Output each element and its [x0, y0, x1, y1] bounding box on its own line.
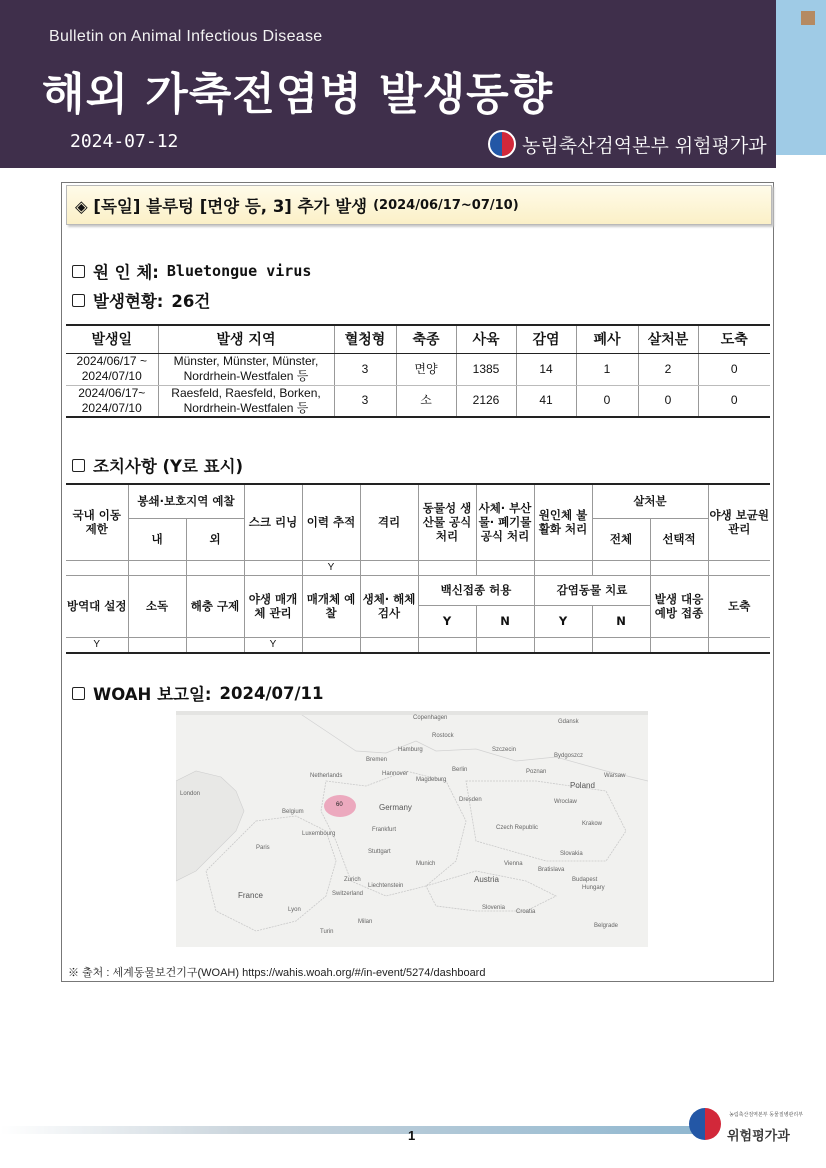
checkbox-icon	[72, 265, 85, 278]
table-row	[66, 637, 770, 653]
cell-serotype: 3	[334, 353, 396, 385]
header-product: 동물성 생산물 공식 처리	[418, 484, 476, 560]
measure-cell	[244, 560, 302, 575]
outbreak-count: 60	[336, 802, 343, 808]
status-line	[72, 288, 210, 312]
pathogen-label: 원 인 체:	[93, 263, 159, 282]
measures-table	[66, 483, 770, 654]
map-label: Szczecin	[492, 747, 517, 753]
col-header: 감염	[516, 325, 576, 353]
measure-cell	[708, 560, 770, 575]
header-vector-surv: 매개체 예찰	[302, 575, 360, 637]
map-label: Wroclaw	[554, 799, 577, 805]
bulletin-subtitle: Bulletin on Animal Infectious Disease	[49, 28, 323, 45]
item-title	[66, 185, 772, 225]
header-culling: 살처분	[592, 484, 708, 518]
status-value: 26건	[171, 292, 211, 311]
footer-org: 농림축산검역본부 동물질병관리부	[729, 1112, 804, 1118]
header-treat-n: N	[592, 605, 650, 637]
measure-cell	[66, 560, 128, 575]
map-label: Magdeburg	[416, 777, 447, 783]
page-title: 해외 가축전염병 발생동향	[42, 69, 554, 120]
measures-heading	[72, 453, 243, 477]
map-label: Hannover	[382, 771, 409, 777]
map-label: Gdansk	[558, 719, 579, 725]
map-label: Milan	[358, 919, 373, 925]
measure-cell: Y	[244, 637, 302, 653]
header-wild: 야생 보균원 관리	[708, 484, 770, 560]
measure-cell: Y	[66, 637, 128, 653]
table-row	[66, 353, 770, 385]
map-label: Bratislava	[538, 867, 565, 873]
woah-line	[72, 681, 323, 705]
map-label: Paris	[256, 845, 270, 851]
table-row	[66, 560, 770, 575]
cell-dead: 1	[576, 353, 638, 385]
map-label: Turin	[320, 929, 334, 935]
footer-bar	[0, 1126, 705, 1134]
map-label: Hungary	[582, 885, 605, 891]
report-box	[61, 182, 774, 982]
cell-culled: 0	[638, 385, 698, 417]
measure-cell	[360, 560, 418, 575]
map-label: Vienna	[504, 861, 523, 867]
cell-region: Raesfeld, Raesfeld, Borken, Nordrhein-Westfalen 등	[158, 385, 334, 417]
map-label: Germany	[379, 803, 412, 812]
measure-cell	[186, 560, 244, 575]
map-label: Munich	[416, 861, 436, 867]
map-label: Dresden	[459, 797, 482, 803]
taegeuk-logo-icon	[488, 130, 516, 158]
header-pest: 해충 구제	[186, 575, 244, 637]
map-label: Switzerland	[332, 891, 364, 897]
map-label: Poland	[570, 781, 595, 790]
measure-cell	[650, 560, 708, 575]
header-trace: 이력 추적	[302, 484, 360, 560]
measure-cell	[128, 560, 186, 575]
measure-cell	[592, 637, 650, 653]
map-label: Zurich	[344, 877, 361, 883]
header-prevent: 발생 대응 예방 접종	[650, 575, 708, 637]
cell-serotype: 3	[334, 385, 396, 417]
map-label: Luxembourg	[302, 831, 336, 837]
map-label: London	[180, 791, 201, 797]
map-label: Lyon	[288, 907, 301, 913]
pathogen-line	[72, 259, 311, 283]
col-header: 폐사	[576, 325, 638, 353]
cell-reared: 1385	[456, 353, 516, 385]
taegeuk-logo-icon	[689, 1108, 721, 1140]
measure-cell	[128, 637, 186, 653]
header-zone-in: 내	[128, 518, 186, 560]
org-label: 농림축산검역본부 위험평가과	[522, 134, 767, 157]
header-cull-selective: 선택적	[650, 518, 708, 560]
map-label: Stuttgart	[368, 849, 391, 855]
col-header: 발생 지역	[158, 325, 334, 353]
header-vaccine-y: Y	[418, 605, 476, 637]
header-treat-y: Y	[534, 605, 592, 637]
header-carcass: 사체· 부산물· 폐기물 공식 처리	[476, 484, 534, 560]
pathogen-value: Bluetongue virus	[166, 262, 312, 280]
source-note: ※ 출처 : 세계동물보건기구(WOAH) https://wahis.woah.org/#/in-event/5274/dashboard	[68, 967, 486, 979]
measure-cell	[418, 637, 476, 653]
map-label: Liechtenstein	[368, 883, 404, 889]
org-name	[488, 130, 767, 158]
item-title-text: ◈ [독일] 블루텅 [면양 등, 3] 추가 발생	[75, 197, 368, 216]
woah-date: 2024/07/11	[219, 683, 324, 703]
checkbox-icon	[72, 459, 85, 472]
col-header: 사육	[456, 325, 516, 353]
map-label: Rostock	[432, 733, 454, 739]
header-screening: 스크 리닝	[244, 484, 302, 560]
cell-slaughtered: 0	[698, 353, 770, 385]
map-label: Czech Republic	[496, 825, 539, 831]
header-zoning: 방역대 설정	[66, 575, 128, 637]
map-label: Copenhagen	[413, 715, 448, 721]
cell-species: 면양	[396, 353, 456, 385]
header-zone-out: 외	[186, 518, 244, 560]
item-period: (2024/06/17~07/10)	[373, 197, 519, 213]
col-header: 혈청형	[334, 325, 396, 353]
measures-label: 조치사항 (Y로 표시)	[93, 457, 244, 476]
report-date: 2024-07-12	[70, 131, 179, 152]
cell-date: 2024/06/17~ 2024/07/10	[66, 385, 158, 417]
woah-label: WOAH 보고일:	[93, 685, 212, 704]
outbreak-map	[176, 711, 648, 947]
header-accent-square	[801, 11, 815, 25]
cell-slaughtered: 0	[698, 385, 770, 417]
header-live-test: 생체· 해체 검사	[360, 575, 418, 637]
cell-reared: 2126	[456, 385, 516, 417]
col-header: 축종	[396, 325, 456, 353]
status-label: 발생현황:	[93, 292, 164, 311]
map-label: Warsaw	[604, 773, 626, 779]
cell-date: 2024/06/17 ~ 2024/07/10	[66, 353, 158, 385]
measure-cell	[418, 560, 476, 575]
cell-species: 소	[396, 385, 456, 417]
map-label: Croatia	[516, 909, 536, 915]
outbreak-table	[66, 324, 770, 418]
map-label: Bremen	[366, 757, 388, 763]
header-domestic: 국내 이동 제한	[66, 484, 128, 560]
header-disinfect: 소독	[128, 575, 186, 637]
measure-cell	[476, 637, 534, 653]
map-label: Slovenia	[482, 905, 506, 911]
measure-cell	[708, 637, 770, 653]
measure-cell	[534, 560, 592, 575]
measure-cell	[476, 560, 534, 575]
measure-cell: Y	[302, 560, 360, 575]
col-header: 도축	[698, 325, 770, 353]
measure-cell	[534, 637, 592, 653]
cell-infected: 14	[516, 353, 576, 385]
map-label: Slovakia	[560, 851, 583, 857]
map-label: Poznan	[526, 769, 547, 775]
header-inactivation: 원인체 불활화 처리	[534, 484, 592, 560]
col-header: 살처분	[638, 325, 698, 353]
cell-dead: 0	[576, 385, 638, 417]
checkbox-icon	[72, 294, 85, 307]
page-number: 1	[408, 1128, 416, 1143]
header-vaccine-n: N	[476, 605, 534, 637]
header-wild-vector: 야생 매개체 관리	[244, 575, 302, 637]
measure-cell	[592, 560, 650, 575]
map-label: Krakow	[582, 821, 603, 827]
col-header: 발생일	[66, 325, 158, 353]
map-label: Austria	[474, 875, 499, 884]
header-zone: 봉쇄·보호지역 예찰	[128, 484, 244, 518]
header-slaughter: 도축	[708, 575, 770, 637]
measure-cell	[360, 637, 418, 653]
checkbox-icon	[72, 687, 85, 700]
cell-infected: 41	[516, 385, 576, 417]
header-vaccine: 백신접종 허용	[418, 575, 534, 605]
map-label: Belgium	[282, 809, 304, 815]
measure-cell	[302, 637, 360, 653]
measure-cell	[186, 637, 244, 653]
header-quarantine: 격리	[360, 484, 418, 560]
cell-region: Münster, Münster, Münster, Nordrhein-Westfalen 등	[158, 353, 334, 385]
header-treat: 감염동물 치료	[534, 575, 650, 605]
footer-dept: 위험평가과	[727, 1129, 790, 1144]
map-label: Frankfurt	[372, 827, 397, 833]
map-label: Budapest	[572, 877, 598, 883]
map-label: Berlin	[452, 767, 468, 773]
header-cull-all: 전체	[592, 518, 650, 560]
map-label: Netherlands	[310, 773, 343, 779]
map-label: Bydgoszcz	[554, 753, 584, 759]
map-label: Hamburg	[398, 747, 423, 753]
cell-culled: 2	[638, 353, 698, 385]
measure-cell	[650, 637, 708, 653]
table-row	[66, 385, 770, 417]
map-label: France	[238, 891, 263, 900]
map-label: Belgrade	[594, 923, 619, 929]
